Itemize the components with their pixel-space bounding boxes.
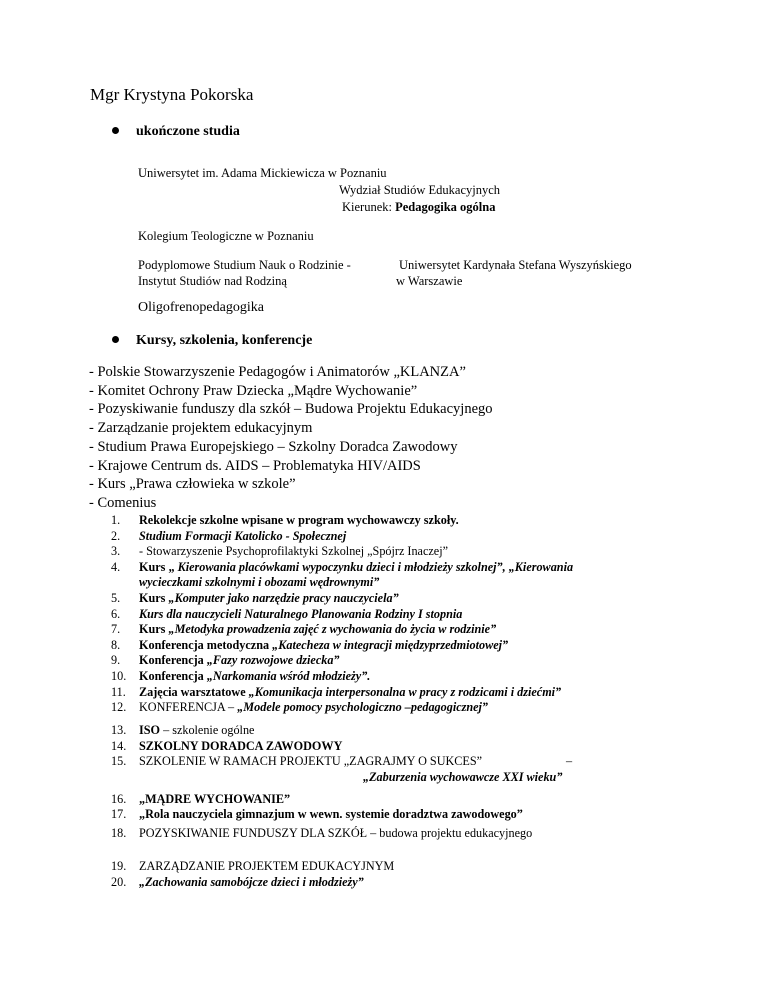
list-item bbox=[111, 607, 751, 623]
item-text: – szkolenie ogólne bbox=[160, 723, 255, 737]
ukswk-name: Uniwersytet Kardynała Stefana Wyszyńskiego bbox=[399, 258, 632, 272]
item-text: „Katecheza w integracji międzyprzedmiotowej” bbox=[272, 637, 509, 652]
list-item bbox=[111, 529, 751, 545]
list-item bbox=[111, 859, 751, 875]
courses-heading: Kursy, szkolenia, konferencje bbox=[136, 333, 313, 348]
list-item: - Polskie Stowarzyszenie Pedagogów i Animatorów „KLANZA” bbox=[89, 364, 466, 380]
item-text: Kierowania placówkami wypoczynku dzieci i młodzieży szkolnej”, „Kierowania bbox=[177, 559, 574, 574]
numbered-list-1 bbox=[111, 513, 751, 716]
item-number: 3. bbox=[111, 544, 121, 559]
bullet-icon bbox=[112, 127, 119, 134]
item-number: 4. bbox=[111, 559, 121, 574]
list-item bbox=[111, 560, 751, 576]
item-text: – budowa projektu edukacyjnego bbox=[367, 826, 533, 840]
item-text: „Komputer jako narzędzie pracy nauczyciela” bbox=[168, 590, 399, 605]
list-item bbox=[111, 792, 751, 808]
item-text: Studium Formacji Katolicko - Społecznej bbox=[139, 528, 347, 543]
item-number: 1. bbox=[111, 513, 121, 527]
item-text: - Stowarzyszenie Psychoprofilaktyki Szkolnej „Spójrz Inaczej” bbox=[139, 544, 448, 559]
item-text: „Zachowania samobójcze dzieci i młodzieży” bbox=[139, 874, 364, 889]
list-item bbox=[111, 807, 751, 823]
bullet-icon bbox=[112, 336, 119, 343]
list-item bbox=[111, 685, 751, 701]
item-text: Rekolekcje szkolne wpisane w program wychowawczy szkoły. bbox=[139, 513, 459, 527]
list-item bbox=[111, 544, 751, 560]
item-text: „Rola nauczyciela gimnazjum w wewn. systemie doradztwa zawodowego” bbox=[139, 807, 523, 822]
list-item: - Kurs „Prawa człowieka w szkole” bbox=[89, 476, 296, 493]
item-number: 19. bbox=[111, 859, 127, 873]
studies-heading: ukończone studia bbox=[136, 124, 240, 139]
list-item bbox=[111, 723, 751, 739]
item-text: – bbox=[566, 754, 573, 769]
item-number: 10. bbox=[111, 668, 127, 683]
list-item-continuation bbox=[111, 770, 751, 792]
item-text: POZYSKIWANIE FUNDUSZY DLA SZKÓŁ bbox=[139, 826, 368, 840]
list-item bbox=[111, 875, 751, 891]
item-text: Konferencja bbox=[139, 668, 207, 683]
list-item: - Krajowe Centrum ds. AIDS – Problematyka HIV/AIDS bbox=[89, 457, 421, 474]
list-item bbox=[111, 739, 751, 755]
item-text: „Komunikacja interpersonalna w pracy z rodzicami i dziećmi” bbox=[248, 684, 562, 699]
item-text: „Modele pomocy psychologiczno –pedagogicznej” bbox=[237, 700, 489, 715]
item-text: wycieczkami szkolnymi i obozami wędrownymi” bbox=[139, 575, 380, 590]
item-text: SZKOLNY DORADCA ZAWODOWY bbox=[139, 738, 343, 753]
item-number: 20. bbox=[111, 874, 127, 889]
podyplomowe-line2: Instytut Studiów nad Rodziną bbox=[138, 274, 287, 288]
item-number: 6. bbox=[111, 606, 121, 621]
item-text: Konferencja metodyczna bbox=[139, 637, 273, 652]
item-text: KONFERENCJA – bbox=[139, 700, 238, 715]
item-number: 14. bbox=[111, 738, 127, 753]
major-value: Pedagogika ogólna bbox=[395, 200, 496, 214]
oligofrenopedagogika: Oligofrenopedagogika bbox=[138, 300, 264, 315]
studies-heading-row bbox=[112, 124, 240, 140]
list-item bbox=[111, 826, 751, 842]
list-item bbox=[111, 513, 751, 529]
major-label: Kierunek: bbox=[342, 200, 396, 214]
list-item: - Zarządzanie projektem edukacyjnym bbox=[89, 420, 313, 437]
item-number: 13. bbox=[111, 723, 127, 737]
item-text: ZARZĄDZANIE PROJEKTEM EDUKACYJNYM bbox=[139, 859, 395, 873]
list-item: - Comenius bbox=[89, 494, 157, 511]
list-item: - Komitet Ochrony Praw Dziecka „Mądre Wychowanie” bbox=[89, 382, 418, 399]
podyplomowe-line1: Podyplomowe Studium Nauk o Rodzinie - bbox=[138, 258, 351, 272]
item-number: 11. bbox=[111, 684, 126, 699]
item-number: 5. bbox=[111, 590, 121, 605]
uam-faculty: Wydział Studiów Edukacyjnych bbox=[339, 183, 501, 197]
list-item: - Studium Prawa Europejskiego – Szkolny Doradca Zawodowy bbox=[89, 438, 458, 455]
item-number: 9. bbox=[111, 653, 121, 668]
ukswk-city: w Warszawie bbox=[396, 274, 463, 288]
dash-list bbox=[89, 363, 493, 513]
uam-name: Uniwersytet im. Adama Mickiewicza w Poznaniu bbox=[138, 166, 387, 180]
item-text: Kurs dla nauczycieli Naturalnego Planowania Rodziny I stopnia bbox=[139, 606, 463, 621]
list-item bbox=[111, 700, 751, 716]
list-item-continuation bbox=[111, 575, 751, 591]
item-text: SZKOLENIE W RAMACH PROJEKTU „ZAGRAJMY O SUKCES” bbox=[139, 754, 483, 769]
item-text: Kurs bbox=[139, 590, 169, 605]
item-number: 17. bbox=[111, 807, 127, 822]
courses-heading-row bbox=[112, 333, 312, 349]
item-number: 8. bbox=[111, 637, 121, 652]
numbered-list-4 bbox=[111, 859, 751, 890]
list-item bbox=[111, 669, 751, 685]
list-item bbox=[111, 591, 751, 607]
item-number: 18. bbox=[111, 826, 127, 840]
list-item bbox=[111, 622, 751, 638]
item-number: 16. bbox=[111, 791, 127, 806]
person-name: Mgr Krystyna Pokorska bbox=[90, 85, 254, 104]
item-text: „Fazy rozwojowe dziecka” bbox=[206, 653, 340, 668]
list-item bbox=[111, 638, 751, 654]
item-number: 7. bbox=[111, 622, 121, 637]
item-text: „Narkomania wśród młodzieży”. bbox=[206, 668, 371, 683]
list-item bbox=[111, 653, 751, 669]
item-text: Kurs „ bbox=[139, 559, 178, 574]
list-item bbox=[111, 754, 751, 770]
list-item: - Pozyskiwanie funduszy dla szkół – Budowa Projektu Edukacyjnego bbox=[89, 401, 493, 418]
item-text: Zajęcia warsztatowe bbox=[139, 684, 249, 699]
item-number: 12. bbox=[111, 700, 127, 715]
item-text: „Metodyka prowadzenia zajęć z wychowania do życia w rodzinie” bbox=[168, 622, 497, 637]
item-number: 2. bbox=[111, 528, 121, 543]
item-text: ISO bbox=[139, 723, 161, 737]
uam-major bbox=[342, 200, 495, 215]
numbered-list-3 bbox=[111, 826, 751, 842]
item-text: „MĄDRE WYCHOWANIE” bbox=[139, 791, 291, 806]
item-text: Konferencja bbox=[139, 653, 207, 668]
numbered-list-2 bbox=[111, 723, 751, 823]
item-number: 15. bbox=[111, 754, 127, 769]
item-text: „Zaburzenia wychowawcze XXI wieku” bbox=[363, 769, 563, 784]
kolegium: Kolegium Teologiczne w Poznaniu bbox=[138, 229, 314, 243]
item-text: Kurs bbox=[139, 622, 169, 637]
